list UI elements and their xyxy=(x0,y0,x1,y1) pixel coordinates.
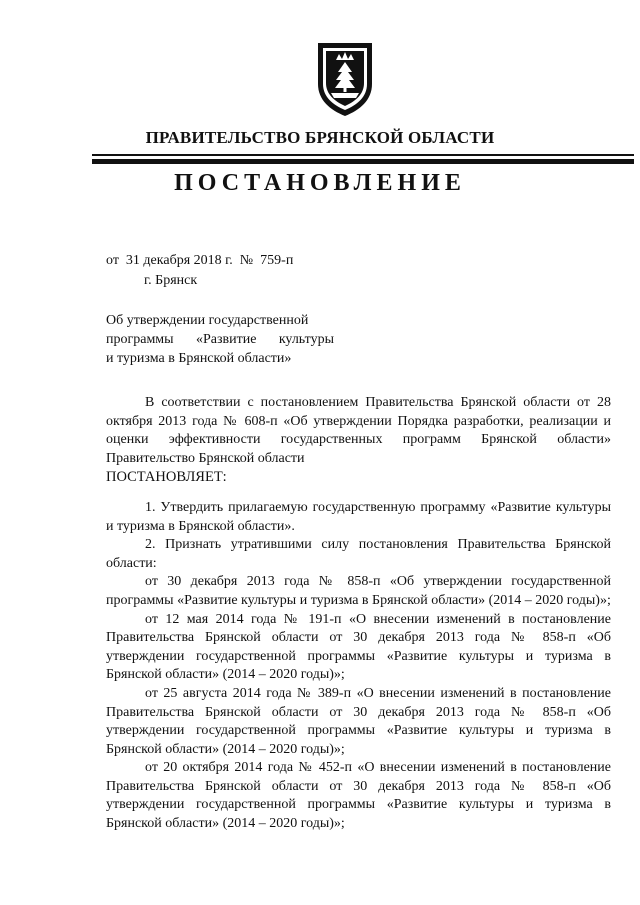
repealed-act-1: от 30 декабря 2013 года № 858-п «Об утверждении государственной программы «Развитие культуры и туризма в Брянской области» (2014 – 2020 годы)»; xyxy=(106,574,611,608)
document-body xyxy=(106,394,611,834)
preamble-paragraph: В соответствии с постановлением Правительства Брянской области от 28 октября 2013 года № 608-п «Об утверждении Порядка разработки, реализации и оценки эффективности государственных программ Брянской области» Правительство Брянской области xyxy=(106,395,611,466)
item-2-paragraph: 2. Признать утратившими силу постановления Правительства Брянской области: xyxy=(106,537,611,571)
subject-line-1: Об утверждении государственной xyxy=(106,313,309,328)
header-rule-thick xyxy=(92,159,634,164)
paragraph-spacer xyxy=(106,487,611,499)
header-rule-thin xyxy=(92,154,634,156)
subject-line-2 xyxy=(106,330,334,349)
subject-word: программы xyxy=(106,332,174,347)
repealed-act-4: от 20 октября 2014 года № 452-п «О внесении изменений в постановление Правительства Брянской области от 30 декабря 2013 года № 858-п «Об утверждении государственной программы «Развитие культуры и туризма в Брянской области» (2014 – 2020 годы)»; xyxy=(106,760,611,832)
decree-word: ПОСТАНОВЛЯЕТ: xyxy=(106,469,227,486)
document-subject xyxy=(106,311,346,368)
document-type-title: ПОСТАНОВЛЕНИЕ xyxy=(174,170,466,196)
item-1-paragraph: 1. Утвердить прилагаемую государственную программу «Развитие культуры и туризма в Брянской области». xyxy=(106,499,611,534)
organization-name: ПРАВИТЕЛЬСТВО БРЯНСКОЙ ОБЛАСТИ xyxy=(145,128,495,147)
subject-line-3: и туризма в Брянской области» xyxy=(106,351,292,366)
repealed-act-2: от 12 мая 2014 года № 191-п «О внесении изменений в постановление Правительства Брянской области от 30 декабря 2013 года № 858-п «Об утверждении государственной программы «Развитие культуры и туризма в Брянской области» (2014 – 2020 годы)»; xyxy=(106,611,611,683)
subject-word: культуры xyxy=(278,332,334,347)
repealed-act-3: от 25 августа 2014 года № 389-п «О внесении изменений в постановление Правительства Брянской области от 30 декабря 2013 года № 858-п «Об утверждении государственной программы «Развитие культуры и туризма в Брянской области» (2014 – 2020 годы)»; xyxy=(106,685,611,757)
subject-word: «Развитие xyxy=(195,332,257,347)
document-date-number: от 31 декабря 2018 г. № 759-п xyxy=(106,253,294,268)
document-city: г. Брянск xyxy=(144,273,198,288)
coat-of-arms-icon xyxy=(314,40,376,118)
